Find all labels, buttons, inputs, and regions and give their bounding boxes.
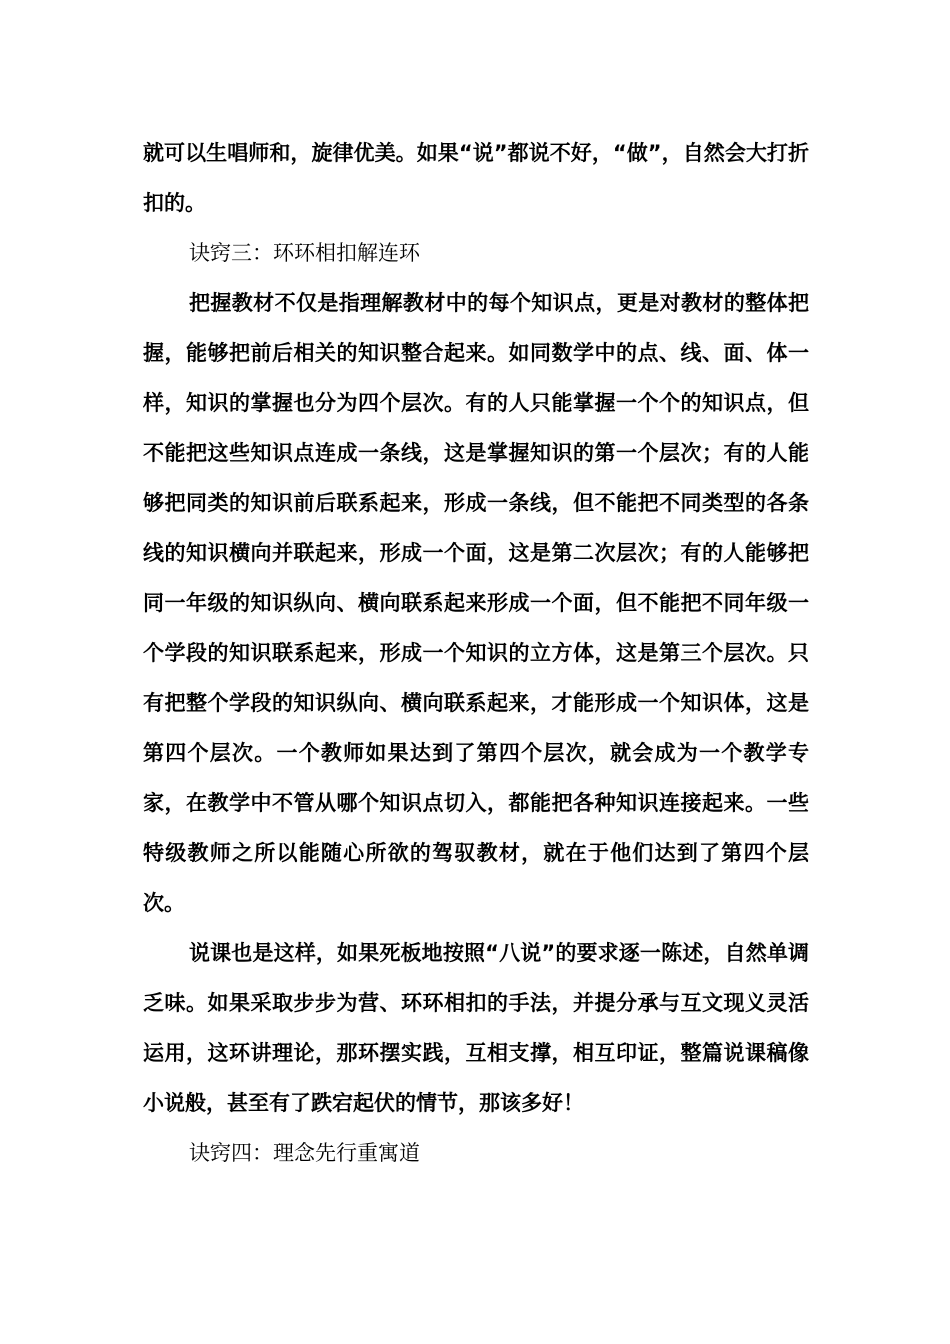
section-heading-3: 诀窍三：环环相扣解连环 — [189, 241, 420, 265]
paragraph-continuation: 就可以生唱师和，旋律优美。如果“说”都说不好，“做”，自然会大打折扣的。 — [143, 141, 809, 215]
paragraph-lecture-structure: 说课也是这样，如果死板地按照“八说”的要求逐一陈述，自然单调乏味。如果采取步步为营、环环相扣的手法，并提分承与互文现义灵活运用，这环讲理论，那环摆实践，互相支撑，相互印证，整篇说课稿像小说般，甚至有了跌宕起伏的情节，那该多好！ — [143, 941, 809, 1115]
section-heading-4: 诀窍四：理念先行重寓道 — [189, 1141, 420, 1165]
document-body — [143, 128, 809, 1178]
paragraph-knowledge-levels: 把握教材不仅是指理解教材中的每个知识点，更是对教材的整体把握，能够把前后相关的知识整合起来。如同数学中的点、线、面、体一样，知识的掌握也分为四个层次。有的人只能掌握一个个的知识点，但不能把这些知识点连成一条线，这是掌握知识的第一个层次；有的人能够把同类的知识前后联系起来，形成一条线，但不能把不同类型的各条线的知识横向并联起来，形成一个面，这是第二次层次；有的人能够把同一年级的知识纵向、横向联系起来形成一个面，但不能把不同年级一个学段的知识联系起来，形成一个知识的立方体，这是第三个层次。只有把整个学段的知识纵向、横向联系起来，才能形成一个知识体，这是第四个层次。一个教师如果达到了第四个层次，就会成为一个教学专家，在教学中不管从哪个知识点切入，都能把各种知识连接起来。一些特级教师之所以能随心所欲的驾驭教材，就在于他们达到了第四个层次。 — [143, 291, 809, 915]
